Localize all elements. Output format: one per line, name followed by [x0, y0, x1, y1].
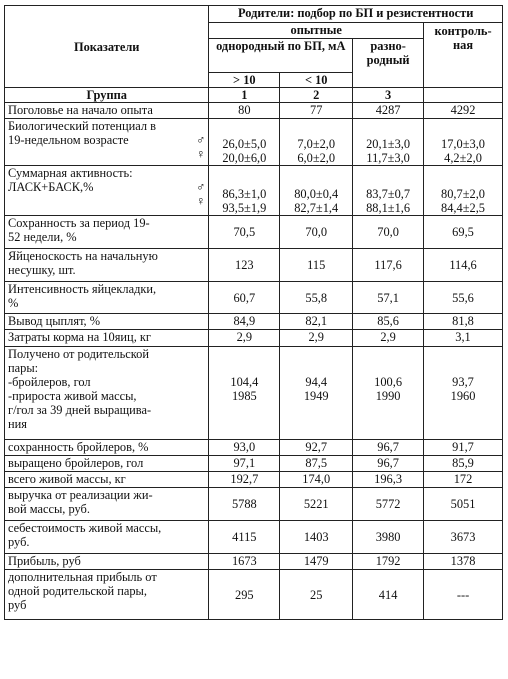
- row-label: выращено бройлеров, гол: [5, 456, 209, 472]
- header-experimental: опытные: [209, 23, 424, 39]
- cell: 80,7±2,0 84,4±2,5: [424, 166, 503, 216]
- cell: 55,8: [280, 282, 353, 314]
- row-label: Получено от родительской пары: -бройлеров, гол -прироста живой массы, г/гол за 39 дней выращива- ния: [5, 347, 209, 440]
- cell: 192,7: [209, 472, 280, 488]
- cell: 94,4 1949: [280, 347, 353, 440]
- header-control: контроль-ная: [424, 23, 503, 88]
- row-label: Затраты корма на 10яиц, кг: [5, 330, 209, 347]
- row-label: сохранность бройлеров, %: [5, 440, 209, 456]
- group-2: 2: [280, 88, 353, 103]
- row-label: Сохранность за период 19- 52 недели, %: [5, 216, 209, 249]
- cell: 2,9: [209, 330, 280, 347]
- cell: 83,7±0,7 88,1±1,6: [353, 166, 424, 216]
- cell: 414: [353, 570, 424, 620]
- cell: 93,7 1960: [424, 347, 503, 440]
- row-label: Вывод цыплят, %: [5, 314, 209, 330]
- header-parents: Родители: подбор по БП и резистентности: [209, 6, 503, 23]
- table-row: [5, 521, 503, 554]
- table-row: [5, 554, 503, 570]
- header-indicators: Показатели: [5, 6, 209, 88]
- cell: 55,6: [424, 282, 503, 314]
- table-row: [5, 314, 503, 330]
- cell: 5051: [424, 488, 503, 521]
- cell: 84,9: [209, 314, 280, 330]
- cell: 86,3±1,0 93,5±1,9: [209, 166, 280, 216]
- cell: 123: [209, 249, 280, 282]
- table-row: [5, 119, 503, 166]
- header-lt10: < 10: [280, 73, 353, 88]
- cell: 1792: [353, 554, 424, 570]
- header-heterogeneous: разно-родный: [353, 39, 424, 88]
- cell: 77: [280, 103, 353, 119]
- cell: 1479: [280, 554, 353, 570]
- cell: 174,0: [280, 472, 353, 488]
- cell: 57,1: [353, 282, 424, 314]
- cell: 7,0±2,0 6,0±2,0: [280, 119, 353, 166]
- cell: 85,6: [353, 314, 424, 330]
- cell: 115: [280, 249, 353, 282]
- row-label: Яйценоскость на начальную несушку, шт.: [5, 249, 209, 282]
- cell: 172: [424, 472, 503, 488]
- cell: 25: [280, 570, 353, 620]
- cell: 70,5: [209, 216, 280, 249]
- row-label: Поголовье на начало опыта: [5, 103, 209, 119]
- row-label: Прибыль, руб: [5, 554, 209, 570]
- table-row: [5, 456, 503, 472]
- table-row: [5, 282, 503, 314]
- row-label: выручка от реализации жи- вой массы, руб.: [5, 488, 209, 521]
- cell: 1403: [280, 521, 353, 554]
- cell: 69,5: [424, 216, 503, 249]
- table-row: [5, 216, 503, 249]
- row-label: себестоимость живой массы, руб.: [5, 521, 209, 554]
- table-row: [5, 166, 503, 216]
- table-row: [5, 347, 503, 440]
- cell: 3980: [353, 521, 424, 554]
- cell: 17,0±3,0 4,2±2,0: [424, 119, 503, 166]
- cell: 2,9: [280, 330, 353, 347]
- cell: 1673: [209, 554, 280, 570]
- cell: 5788: [209, 488, 280, 521]
- row-label: Интенсивность яйцекладки, %: [5, 282, 209, 314]
- group-label: Группа: [5, 88, 209, 103]
- male-symbol: ♂: [196, 180, 206, 194]
- male-symbol: ♂: [196, 133, 206, 147]
- cell: 117,6: [353, 249, 424, 282]
- cell: 4287: [353, 103, 424, 119]
- cell: 96,7: [353, 456, 424, 472]
- cell: 85,9: [424, 456, 503, 472]
- cell: 82,1: [280, 314, 353, 330]
- cell: 196,3: [353, 472, 424, 488]
- cell: 96,7: [353, 440, 424, 456]
- cell: 80: [209, 103, 280, 119]
- cell: 80,0±0,4 82,7±1,4: [280, 166, 353, 216]
- cell: 295: [209, 570, 280, 620]
- group-3: 3: [353, 88, 424, 103]
- table-row: [5, 570, 503, 620]
- results-table: [4, 5, 503, 620]
- female-symbol: ♀: [196, 147, 206, 161]
- cell: 81,8: [424, 314, 503, 330]
- row-label: Суммарная активность: ЛАСК+БАСК,% ♂ ♀: [5, 166, 209, 216]
- female-symbol: ♀: [196, 194, 206, 208]
- group-4: [424, 88, 503, 103]
- cell: 4292: [424, 103, 503, 119]
- table-row: [5, 488, 503, 521]
- row-label: дополнительная прибыль от одной родительской пары, руб: [5, 570, 209, 620]
- table-row: [5, 440, 503, 456]
- cell: 104,4 1985: [209, 347, 280, 440]
- table-row: [5, 103, 503, 119]
- row-label: Биологический потенциал в 19-недельном возрасте ♂ ♀: [5, 119, 209, 166]
- cell: 60,7: [209, 282, 280, 314]
- cell: 4115: [209, 521, 280, 554]
- header-homogeneous: однородный по БП, мА: [209, 39, 353, 73]
- cell: 92,7: [280, 440, 353, 456]
- row-label: всего живой массы, кг: [5, 472, 209, 488]
- cell: 5221: [280, 488, 353, 521]
- cell: 114,6: [424, 249, 503, 282]
- table-row: [5, 330, 503, 347]
- cell: 2,9: [353, 330, 424, 347]
- cell: 1378: [424, 554, 503, 570]
- cell: 91,7: [424, 440, 503, 456]
- table-row: [5, 472, 503, 488]
- cell: 26,0±5,0 20,0±6,0: [209, 119, 280, 166]
- cell: 70,0: [353, 216, 424, 249]
- table-row: [5, 249, 503, 282]
- cell: 93,0: [209, 440, 280, 456]
- group-1: 1: [209, 88, 280, 103]
- cell: 3,1: [424, 330, 503, 347]
- cell: 70,0: [280, 216, 353, 249]
- cell: 3673: [424, 521, 503, 554]
- cell: 87,5: [280, 456, 353, 472]
- cell: 100,6 1990: [353, 347, 424, 440]
- cell: 5772: [353, 488, 424, 521]
- cell: ---: [424, 570, 503, 620]
- header-gt10: > 10: [209, 73, 280, 88]
- cell: 20,1±3,0 11,7±3,0: [353, 119, 424, 166]
- cell: 97,1: [209, 456, 280, 472]
